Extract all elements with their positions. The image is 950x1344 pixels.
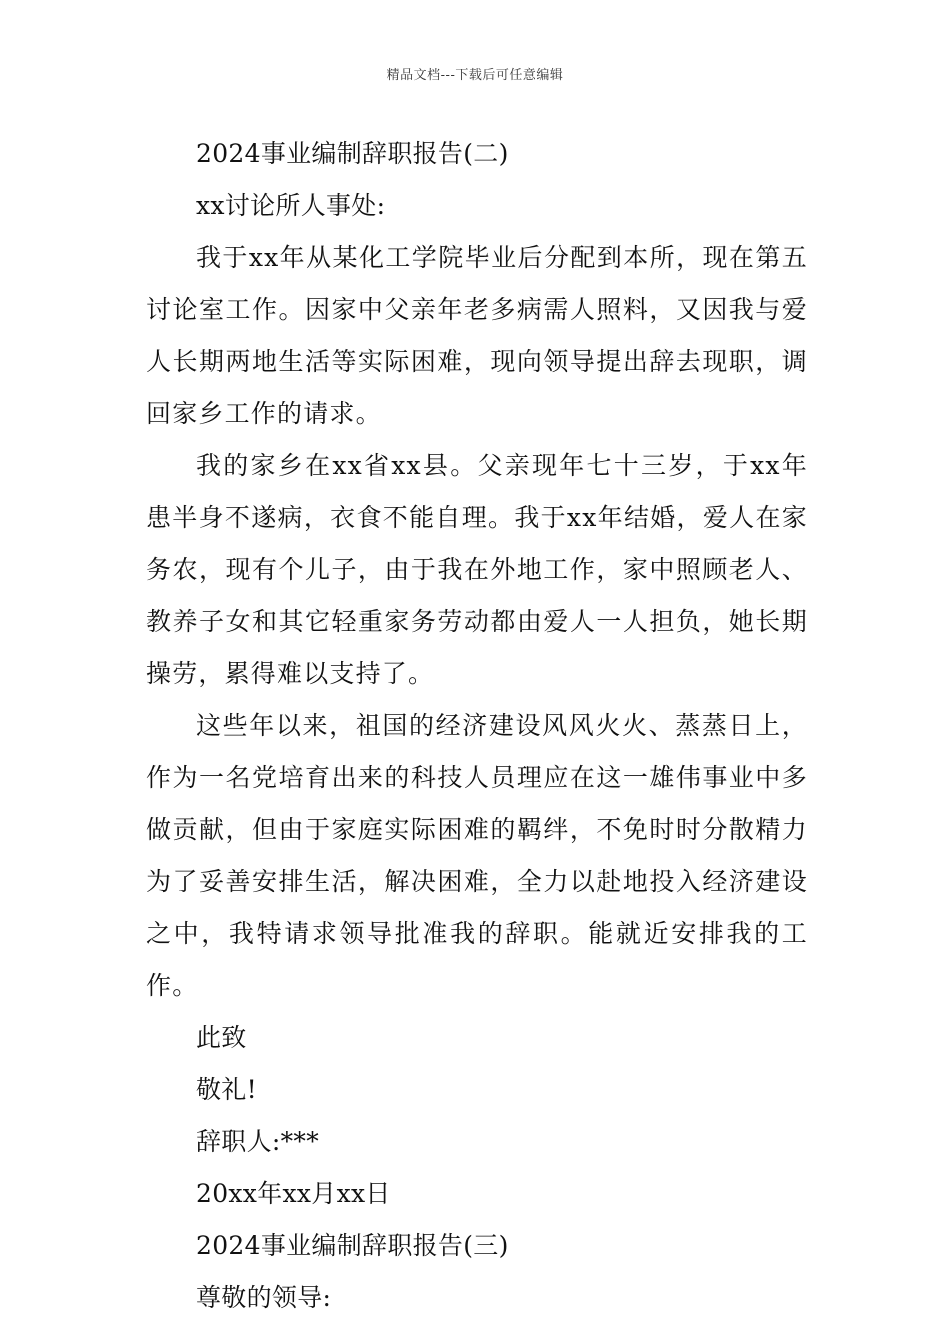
document-body: [146, 128, 808, 1324]
section-title: 2024事业编制辞职报告(二): [196, 139, 509, 168]
body-paragraph: 这些年以来，祖国的经济建设风风火火、蒸蒸日上，作为一名党培育出来的科技人员理应在这一雄伟事业中多做贡献，但由于家庭实际困难的羁绊，不免时时分散精力为了妥善安排生活，解决困难，全力以赴地投入经济建设之中，我特请求领导批准我的辞职。能就近安排我的工作。: [146, 711, 808, 1000]
body-paragraph: 我于xx年从某化工学院毕业后分配到本所，现在第五讨论室工作。因家中父亲年老多病需人照料，又因我与爱人长期两地生活等实际困难，现向领导提出辞去现职，调回家乡工作的请求。: [146, 243, 808, 428]
regards-line: 敬礼!: [196, 1075, 257, 1104]
page-header: 精品文档---下载后可任意编辑: [386, 68, 564, 83]
date-line: 20xx年xx月xx日: [196, 1179, 391, 1208]
body-paragraph: 我的家乡在xx省xx县。父亲现年七十三岁，于xx年患半身不遂病，衣食不能自理。我于xx年结婚，爱人在家务农，现有个儿子，由于我在外地工作，家中照顾老人、教养子女和其它轻重家务劳动都由爱人一人担负，她长期操劳，累得难以支持了。: [146, 451, 808, 688]
closing-line: 此致: [196, 1023, 247, 1052]
salutation: xx讨论所人事处:: [196, 191, 386, 220]
signature-line: 辞职人:***: [196, 1127, 320, 1156]
salutation: 尊敬的领导:: [196, 1283, 332, 1312]
section-title: 2024事业编制辞职报告(三): [196, 1231, 509, 1260]
